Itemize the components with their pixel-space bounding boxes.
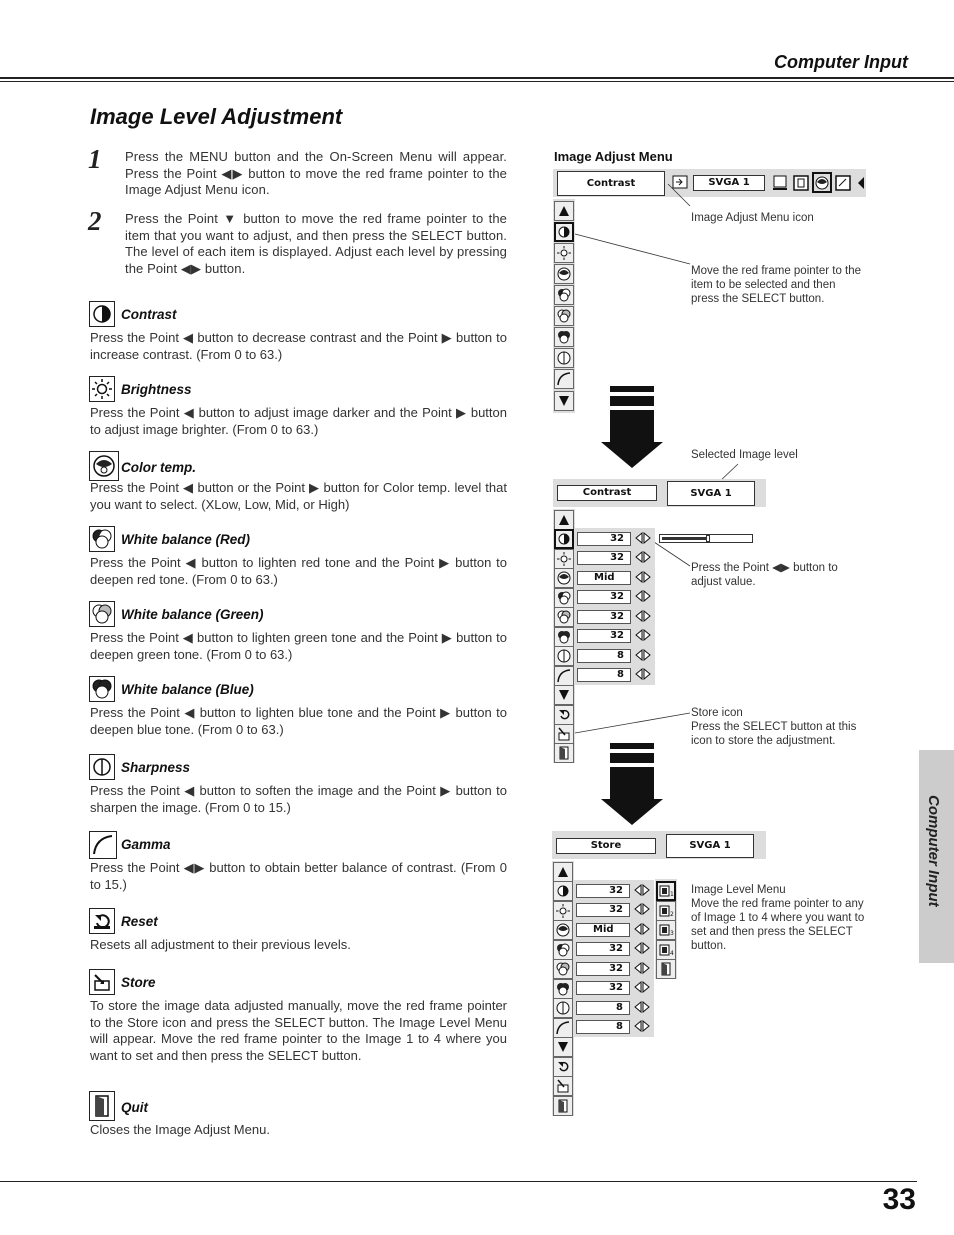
value-field: 32 — [576, 962, 630, 976]
step-number: 1 — [88, 144, 102, 174]
annotation-image-level-menu: Image Level Menu Move the red frame pointer to any of Image 1 to 4 where you want to set and then press the SELECT button. — [691, 884, 865, 952]
value-field: 8 — [577, 668, 631, 682]
item-desc: Press the Point ◀ button to decrease contrast and the Point ▶ button to increase contrast. (From 0 to 63.) — [90, 330, 507, 362]
color-temp-icon — [554, 568, 574, 588]
quit-icon[interactable] — [656, 959, 676, 979]
value-field: 32 — [576, 981, 630, 995]
step-text: Press the MENU button and the On-Screen Menu will appear. Press the Point ◀▶ button to move the red frame pointer to the Image Adjust Menu icon. — [125, 149, 507, 197]
item-desc: Press the Point ◀ button to lighten green tone and the Point ▶ button to deepen green tone. (From 0 to 63.) — [90, 630, 507, 662]
item-desc: Press the Point ◀ button to adjust image darker and the Point ▶ button to adjust image brighter. (From 0 to 63.) — [90, 405, 507, 437]
quit-icon — [553, 1096, 573, 1116]
image-2-icon[interactable] — [656, 901, 676, 921]
white-balance-green-icon — [554, 607, 574, 627]
reset-icon — [553, 1057, 573, 1077]
item-title: White balance (Red) — [121, 532, 251, 547]
item-title: Color temp. — [121, 460, 197, 475]
white-balance-red-icon — [554, 588, 574, 608]
image-4-icon[interactable] — [656, 940, 676, 960]
value-field: 8 — [577, 649, 631, 663]
item-title: Gamma — [121, 837, 171, 852]
gamma-icon — [553, 1018, 573, 1038]
source-field: SVGA 1 — [666, 834, 754, 858]
value-field: 8 — [576, 1001, 630, 1015]
svg-text:3: 3 — [670, 930, 674, 937]
section-title: Computer Input — [774, 52, 908, 72]
level-slider[interactable] — [659, 534, 753, 543]
annotation-move-pointer: Move the red frame pointer to the item to be selected and then press the SELECT button. — [691, 265, 862, 305]
item-desc: Press the Point ◀ button to lighten red tone and the Point ▶ button to deepen red tone. (From 0 to 63.) — [90, 555, 507, 587]
brightness-icon — [554, 549, 574, 569]
adjust-arrows — [633, 530, 653, 685]
contrast-icon — [553, 881, 573, 901]
page-number: 33 — [882, 1183, 916, 1216]
annotation-store-icon: Store icon Press the SELECT button at this icon to store the adjustment. — [691, 707, 857, 747]
item-title: White balance (Green) — [121, 607, 264, 622]
svg-text:2: 2 — [670, 911, 674, 918]
sharpness-icon — [554, 646, 574, 666]
value-field: 32 — [577, 551, 631, 565]
value-field: 32 — [577, 610, 631, 624]
down-arrow-icon — [553, 1037, 573, 1057]
menu-item-field: Contrast — [557, 171, 665, 196]
side-tab-label: Computer Input — [925, 795, 942, 907]
item-desc: Press the Point ◀ button or the Point ▶ button for Color temp. level that you want to select. (XLow, Low, Mid, or High) — [90, 480, 507, 512]
side-tab — [919, 750, 954, 963]
value-field: 32 — [576, 942, 630, 956]
sharpness-icon — [553, 998, 573, 1018]
source-field: SVGA 1 — [667, 481, 755, 506]
footer-rule — [0, 1181, 917, 1182]
down-arrow-graphic — [601, 743, 663, 827]
item-title: Reset — [121, 914, 158, 929]
item-desc: Press the Point ◀ button to lighten blue tone and the Point ▶ button to deepen blue tone. (From 0 to 63.) — [90, 705, 507, 737]
value-field: 8 — [576, 1020, 630, 1034]
image-3-icon[interactable] — [656, 920, 676, 940]
slider-fill — [662, 537, 708, 540]
item-desc: To store the image data adjusted manually, move the red frame pointer to the Store icon and press the SELECT button. The Image Level Menu will appear. Move the red frame pointer to the Image 1 to 4 where you want to set and then press the SELECT button. — [90, 998, 507, 1063]
store-icon — [554, 724, 574, 744]
down-arrow-graphic — [601, 386, 663, 470]
store-icon — [553, 1076, 573, 1096]
value-field: 32 — [577, 629, 631, 643]
item-title: Contrast — [121, 307, 177, 322]
page-title: Image Level Adjustment — [90, 104, 343, 129]
up-arrow-icon — [553, 862, 573, 882]
reset-icon — [554, 705, 574, 725]
down-arrow-icon — [554, 685, 574, 705]
item-desc: Closes the Image Adjust Menu. — [90, 1122, 270, 1137]
item-desc: Press the Point ◀▶ button to obtain better balance of contrast. (From 0 to 15.) — [90, 860, 507, 892]
white-balance-green-icon — [553, 959, 573, 979]
value-field: 32 — [576, 903, 630, 917]
item-title: White balance (Blue) — [121, 682, 254, 697]
annotation-selected-level: Selected Image level — [691, 449, 798, 461]
quit-icon — [554, 743, 574, 763]
item-title: Brightness — [121, 382, 192, 397]
value-field: 32 — [577, 532, 631, 546]
slider-handle[interactable] — [706, 535, 710, 542]
white-balance-blue-icon — [553, 979, 573, 999]
step-number: 2 — [88, 206, 102, 236]
svg-text:1: 1 — [670, 891, 674, 898]
white-balance-red-icon — [553, 940, 573, 960]
brightness-icon — [553, 901, 573, 921]
step-text: Press the Point ▼ button to move the red frame pointer to the item that you want to adjust, and then press the SELECT button. The level of each item is displayed. Adjust each level by pressing the Point ◀▶ button. — [125, 211, 507, 276]
annotation-press-point: Press the Point ◀▶ button to adjust value. — [691, 562, 838, 588]
color-temp-icon — [553, 920, 573, 940]
contrast-icon — [554, 529, 574, 549]
item-title: Store — [121, 975, 156, 990]
image-1-icon[interactable] — [656, 881, 676, 901]
item-title: Sharpness — [121, 760, 191, 775]
source-field: SVGA 1 — [693, 175, 765, 191]
item-title: Quit — [121, 1100, 148, 1115]
up-arrow-icon — [554, 510, 574, 530]
menu-item-field: Contrast — [557, 485, 657, 501]
image-adjust-menu-label: Image Adjust Menu — [554, 149, 673, 164]
value-field: 32 — [577, 590, 631, 604]
adjust-arrows — [632, 882, 652, 1037]
annotation-menu-icon: Image Adjust Menu icon — [691, 212, 814, 224]
svg-text:4: 4 — [670, 950, 674, 957]
gamma-icon — [554, 666, 574, 686]
menu-item-field: Store — [556, 838, 656, 854]
value-field: 32 — [576, 884, 630, 898]
item-desc: Resets all adjustment to their previous levels. — [90, 937, 351, 952]
white-balance-blue-icon — [554, 627, 574, 647]
value-field: Mid — [576, 923, 630, 937]
item-desc: Press the Point ◀ button to soften the image and the Point ▶ button to sharpen the image. (From 0 to 15.) — [90, 783, 507, 815]
value-field: Mid — [577, 571, 631, 585]
